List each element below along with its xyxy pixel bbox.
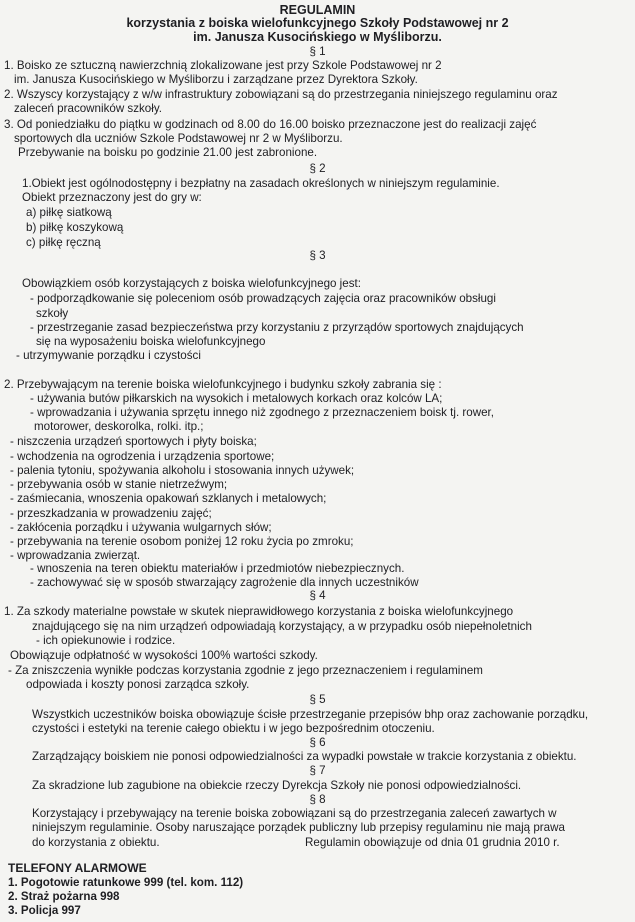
s3-forbid-13: - zachowywać się w sposób stwarzający zagrożenie dla innych uczestników: [30, 576, 419, 589]
section-heading-1: § 1: [309, 45, 326, 58]
s1-point-3-cont: sportowych dla uczniów Szkole Podstawowej nr 2 w Myśliborzu.: [14, 132, 343, 145]
document-subtitle: korzystania z boiska wielofunkcyjnego Szkoły Podstawowej nr 2: [126, 16, 509, 30]
s3-forbid-2-cont: motorower, deskorolka, rolki. itp.;: [34, 420, 204, 433]
s3-duty-3: - utrzymywanie porządku i czystości: [16, 349, 201, 362]
section-heading-6: § 6: [309, 736, 326, 749]
s3-forbid-3: - niszczenia urządzeń sportowych i płyty boiska;: [10, 435, 257, 448]
s2-point-2: Obiekt przeznaczony jest do gry w:: [22, 191, 202, 204]
s3-forbid-11: - wprowadzania zwierząt.: [10, 549, 141, 562]
s1-point-3-note: Przebywanie na boisku po godzinie 21.00 jest zabronione.: [18, 146, 318, 159]
s8-text-cont: niniejszym regulaminie. Osoby naruszające porządek publiczny lub przepisy regulaminu nie mają prawa: [32, 821, 565, 834]
s3-forbid-7: - zaśmiecania, wnoszenia opakowań szklanych i metalowych;: [10, 492, 327, 505]
s4-point-1-guardians: - ich opiekunowie i rodzice.: [36, 634, 176, 647]
s1-point-2-cont: zaleceń pracowników szkoły.: [14, 102, 162, 115]
section-heading-5: § 5: [309, 693, 326, 706]
s8-text: Korzystający i przebywający na terenie boiska zobowiązani są do przestrzegania zaleceń zawartych w: [32, 807, 557, 820]
s5-text: Wszystkich uczestników boiska obowiązuje ścisłe przestrzeganie przepisów bhp oraz zachowanie porządku,: [32, 708, 589, 721]
effective-date: Regulamin obowiązuje od dnia 01 grudnia 2010 r.: [305, 836, 560, 849]
section-heading-8: § 8: [309, 793, 326, 806]
s1-point-1: 1. Boisko ze sztuczną nawierzchnią zlokalizowane jest przy Szkole Podstawowej nr 2: [4, 59, 442, 72]
s3-forbid-5: - palenia tytoniu, spożywania alkoholu i stosowania innych używek;: [10, 464, 355, 477]
s3-forbid-4: - wchodzenia na ogrodzenia i urządzenia sportowe;: [10, 450, 275, 463]
s4-damage-cont: odpowiada i koszty ponosi zarządca szkoły.: [26, 678, 250, 691]
s3-forbid-12: - wnoszenia na teren obiektu materiałów i przedmiotów niebezpiecznych.: [30, 562, 405, 575]
s5-text-cont: czystości i estetyki na terenie całego obiektu i w jego bezpośrednim otoczeniu.: [32, 722, 435, 735]
s2-item-c: c) piłkę ręczną: [26, 236, 101, 249]
section-heading-4: § 4: [309, 589, 326, 602]
s3-forbid-1: - używania butów piłkarskich na wysokich i metalowych korkach oraz kolców LA;: [30, 392, 443, 405]
s3-duty-1: - podporządkowanie się poleceniom osób prowadzących zajęcia oraz pracowników obsługi: [30, 292, 496, 305]
s4-point-1: 1. Za szkody materialne powstałe w skutek nieprawidłowego korzystania z boiska wielofunkcyjnego: [4, 605, 514, 618]
s8-text-end: do korzystania z obiektu.: [32, 836, 160, 849]
s3-forbid-2: - wprowadzania i używania sprzętu innego niż zgodnego z przeznaczeniem boisk tj. rower,: [30, 406, 494, 419]
phone-ambulance: 1. Pogotowie ratunkowe 999 (tel. kom. 112): [8, 876, 244, 889]
s6-text: Zarządzający boiskiem nie ponosi odpowiedzialności za wypadki powstałe w trakcie korzystania z obiektu.: [32, 750, 577, 763]
s3-forbid-6: - przebywania osób w stanie nietrzeźwym;: [10, 478, 228, 491]
section-heading-2: § 2: [309, 162, 326, 175]
s2-point-1: 1.Obiekt jest ogólnodostępny i bezpłatny na zasadach określonych w niniejszym regulaminie.: [22, 177, 500, 190]
s1-point-1-cont: im. Janusza Kusocińskiego w Myśliborzu i zarządzane przez Dyrektora Szkoły.: [14, 73, 418, 86]
section-heading-7: § 7: [309, 764, 326, 777]
s2-item-a: a) piłkę siatkową: [26, 206, 112, 219]
s4-payment: Obowiązuje odpłatność w wysokości 100% wartości szkody.: [10, 649, 318, 662]
s1-point-2: 2. Wszyscy korzystający z w/w infrastruktury zobowiązani są do przestrzegania niniejszego regulaminu oraz: [4, 88, 558, 101]
document-title: REGULAMIN: [279, 3, 356, 17]
s3-point-2: 2. Przebywającym na terenie boiska wielofunkcyjnego i budynku szkoły zabrania się :: [4, 378, 442, 391]
section-heading-3: § 3: [309, 249, 326, 262]
s1-point-3: 3. Od poniedziałku do piątku w godzinach od 8.00 do 16.00 boisko przeznaczone jest do realizacji zajęć: [4, 118, 537, 131]
phones-heading: TELEFONY ALARMOWE: [8, 861, 147, 875]
s3-duty-2-cont: się na wyposażeniu boiska wielofunkcyjnego: [36, 335, 266, 348]
s3-duty-2: - przestrzeganie zasad bezpieczeństwa przy korzystaniu z przyrządów sportowych znajdujących: [30, 321, 524, 334]
phone-fire: 2. Straż pożarna 998: [8, 890, 120, 903]
s3-forbid-8: - przeszkadzania w prowadzeniu zajęć;: [10, 507, 212, 520]
s3-forbid-10: - przebywania na terenie osobom poniżej 12 roku życia po zmroku;: [10, 535, 354, 548]
s4-point-1-cont: znajdującego się na nim urządzeń odpowiadają korzystający, a w przypadku osób niepełnoletnich: [32, 620, 532, 633]
s3-forbid-9: - zakłócenia porządku i używania wulgarnych słów;: [10, 521, 272, 534]
s4-damage: - Za zniszczenia wynikłe podczas korzystania zgodnie z jego przeznaczeniem i regulaminem: [8, 664, 483, 677]
s2-item-b: b) piłkę koszykową: [26, 221, 124, 234]
s3-duty-1-cont: szkoły: [36, 307, 69, 320]
s3-intro: Obowiązkiem osób korzystających z boiska wielofunkcyjnego jest:: [22, 277, 361, 290]
phone-police: 3. Policja 997: [8, 904, 81, 917]
document-subtitle-school: im. Janusza Kusocińskiego w Myśliborzu.: [193, 30, 442, 44]
s7-text: Za skradzione lub zagubione na obiekcie rzeczy Dyrekcja Szkoły nie ponosi odpowiedzialności.: [32, 779, 522, 792]
